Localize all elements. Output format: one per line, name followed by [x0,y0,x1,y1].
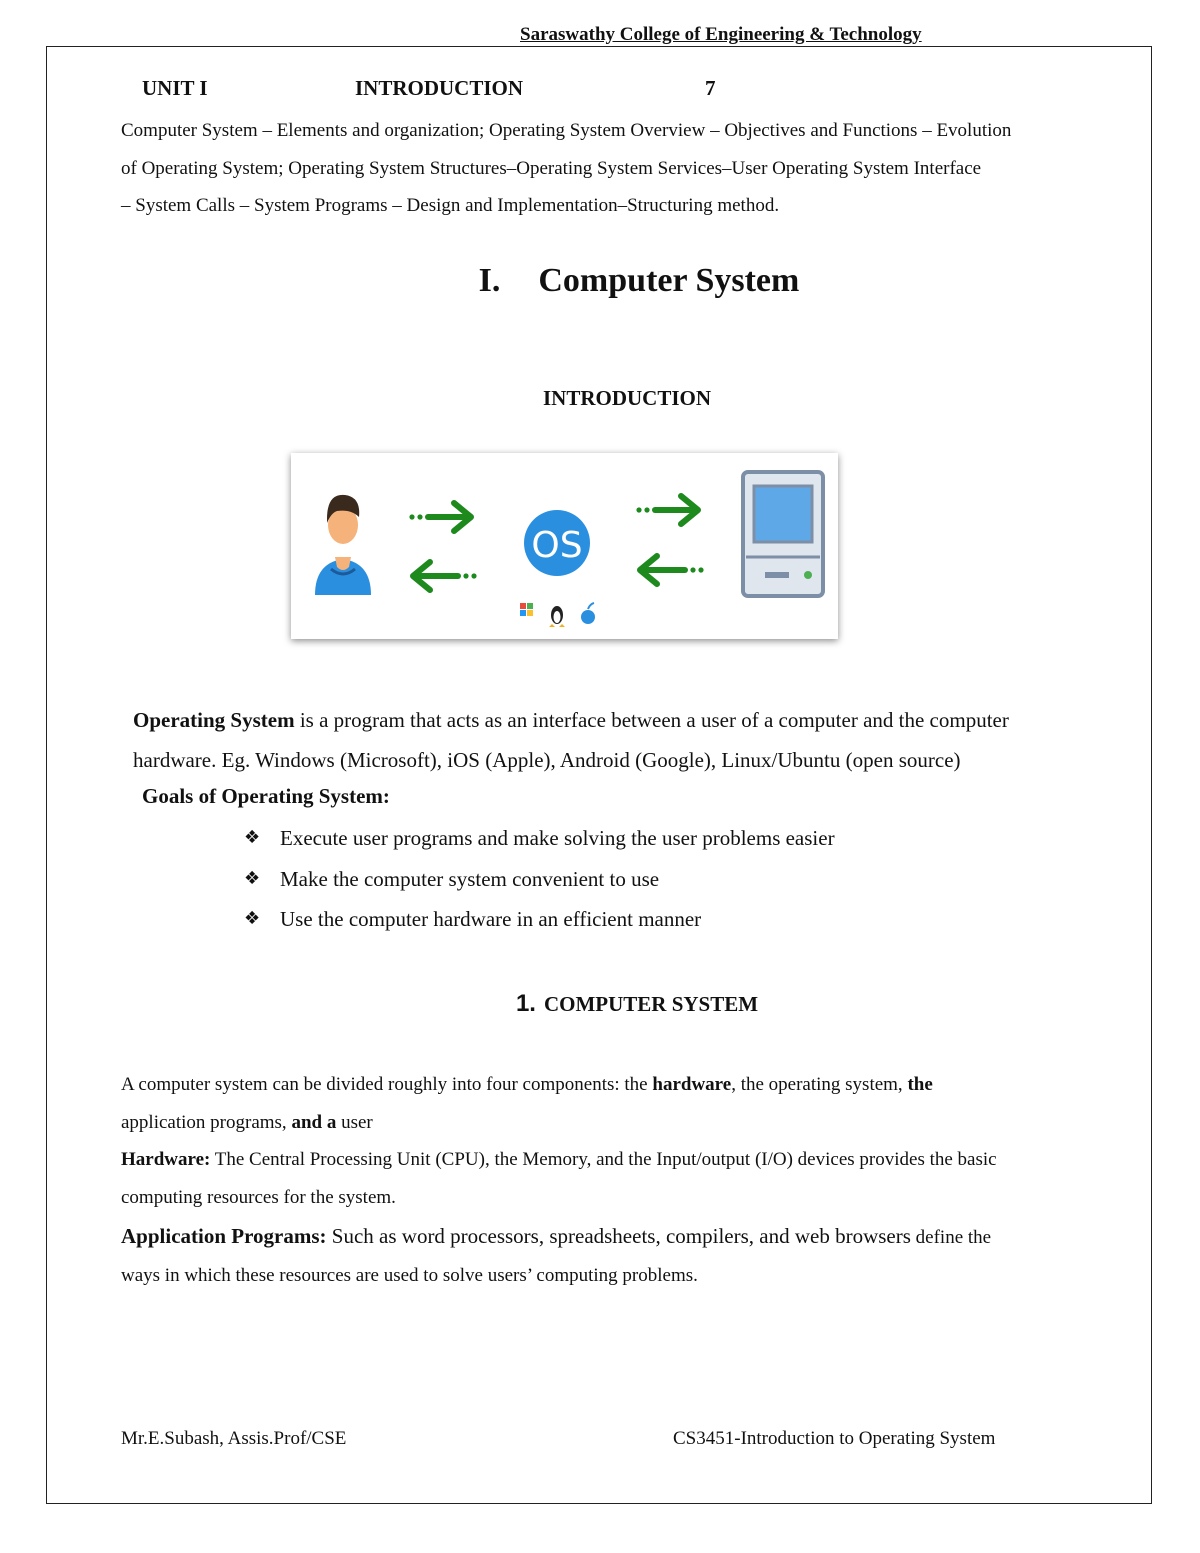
os-interface-figure [291,453,838,639]
os-definition-text: is a program that acts as an interface between a user of a computer and the computer [294,708,1009,732]
components-text: , the operating system, [731,1074,908,1095]
unit-hours: 7 [705,76,716,100]
arrow-right-icon [409,503,471,531]
windows-icon [520,603,533,616]
syllabus-text [121,112,1124,225]
section-numeral: I. [478,262,501,299]
syllabus-line: of Operating System; Operating System Structures–Operating System Services–User Operating System Interface [121,157,982,179]
goals-heading: Goals of Operating System: [142,784,390,808]
arrow-left-icon [640,556,704,584]
list-item [244,824,835,865]
components-text: user [336,1111,373,1133]
subsection-number: 1. [515,990,536,1017]
bullet-icon: ❖ [244,908,261,929]
components-hardware: hardware [652,1074,732,1095]
components-the: the [907,1074,933,1095]
unit-label: UNIT I [142,76,208,100]
hardware-paragraph [121,1141,1121,1216]
os-examples-text: hardware. Eg. Windows (Microsoft), iOS (Apple), Android (Google), Linux/Ubuntu (open source) [133,748,961,772]
bullet-icon: ❖ [244,827,261,848]
list-item [244,865,835,906]
introduction-heading: INTRODUCTION [542,386,712,410]
goals-list [244,824,835,946]
components-paragraph [121,1066,1121,1141]
os-circle-icon [524,510,590,576]
list-item-text: Execute user programs and make solving the user problems easier [280,826,835,850]
footer-course: CS3451-Introduction to Operating System [673,1428,996,1449]
arrow-left-icon [413,562,477,590]
components-and-a: and a [291,1111,337,1133]
section-title [0,262,1200,300]
app-text: ways in which these resources are used to solve users’ computing problems. [121,1264,698,1286]
section-title-text: Computer System [538,262,800,299]
linux-icon [549,606,565,627]
components-text: A computer system can be divided roughly into four components: the [121,1074,653,1095]
footer-author: Mr.E.Subash, Assis.Prof/CSE [121,1428,347,1449]
app-text: define the [910,1227,992,1248]
page-header: Saraswathy College of Engineering & Technology [520,24,922,45]
list-item-text: Make the computer system convenient to use [280,866,660,891]
hardware-label: Hardware: [121,1149,211,1170]
bullet-icon: ❖ [244,867,261,889]
os-definition-paragraph [133,700,1118,780]
app-label: Application Programs: [121,1224,327,1248]
subsection-title: COMPUTER SYSTEM [543,992,759,1016]
os-label: OS [531,525,583,566]
subsection-heading [0,990,1200,1018]
syllabus-line: – System Calls – System Programs – Design and Implementation–Structuring method. [121,195,780,216]
os-figure-svg [291,453,838,639]
hardware-text: computing resources for the system. [121,1186,396,1208]
application-programs-paragraph [121,1218,1121,1294]
list-item-text: Use the computer hardware in an efficient manner [280,907,702,931]
user-icon [315,495,371,595]
os-term: Operating System [133,708,295,732]
apple-icon [581,603,595,624]
computer-icon [743,472,823,596]
unit-title: INTRODUCTION [355,76,524,100]
hardware-text: The Central Processing Unit (CPU), the Memory, and the Input/output (I/O) devices provides the basic [210,1149,997,1170]
arrow-right-icon [636,496,698,524]
app-text: Such as word processors, spreadsheets, compilers, and web browsers [326,1224,911,1248]
syllabus-line: Computer System – Elements and organization; Operating System Overview – Objectives and Functions – Evolution [121,120,1012,141]
list-item [244,905,835,946]
components-text: application programs, [121,1111,292,1133]
